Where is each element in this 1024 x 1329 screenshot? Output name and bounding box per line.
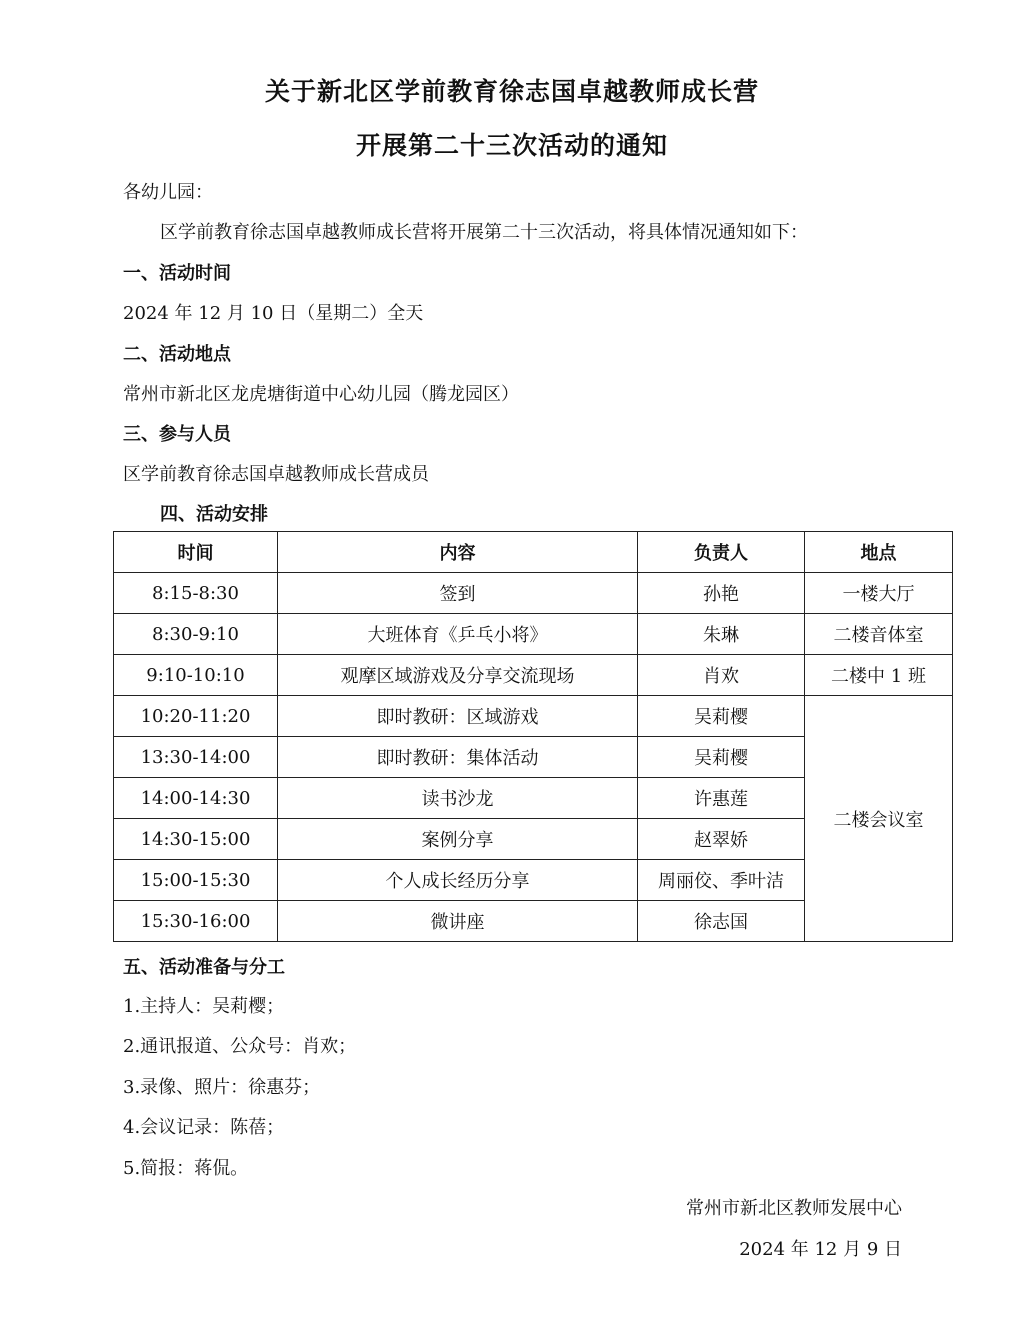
cell-place: 二楼音体室 bbox=[805, 614, 953, 655]
section-place-heading: 二、活动地点 bbox=[123, 344, 231, 365]
cell-time: 13:30-14:00 bbox=[114, 737, 278, 778]
cell-content: 个人成长经历分享 bbox=[278, 860, 638, 901]
header-place: 地点 bbox=[805, 532, 953, 573]
cell-person: 赵翠娇 bbox=[638, 819, 805, 860]
header-person: 负责人 bbox=[638, 532, 805, 573]
cell-person: 徐志国 bbox=[638, 901, 805, 942]
cell-content: 观摩区域游戏及分享交流现场 bbox=[278, 655, 638, 696]
signature-date: 2024 年 12 月 9 日 bbox=[739, 1239, 902, 1260]
table-row bbox=[114, 573, 953, 614]
prep-item: 1.主持人：吴莉樱； bbox=[123, 996, 285, 1017]
header-time: 时间 bbox=[114, 532, 278, 573]
cell-time: 8:30-9:10 bbox=[114, 614, 278, 655]
cell-content: 签到 bbox=[278, 573, 638, 614]
cell-place: 一楼大厅 bbox=[805, 573, 953, 614]
section-people-text: 区学前教育徐志国卓越教师成长营成员 bbox=[123, 464, 429, 485]
cell-content: 案例分享 bbox=[278, 819, 638, 860]
table-row bbox=[114, 655, 953, 696]
prep-item: 3.录像、照片：徐惠芬； bbox=[123, 1077, 321, 1098]
cell-time: 10:20-11:20 bbox=[114, 696, 278, 737]
section-prep-heading: 五、活动准备与分工 bbox=[123, 957, 285, 978]
cell-person: 许惠莲 bbox=[638, 778, 805, 819]
section-time-heading: 一、活动时间 bbox=[123, 263, 231, 284]
cell-content: 读书沙龙 bbox=[278, 778, 638, 819]
cell-time: 15:30-16:00 bbox=[114, 901, 278, 942]
section-place-text: 常州市新北区龙虎塘街道中心幼儿园（腾龙园区） bbox=[123, 384, 519, 405]
cell-person: 吴莉樱 bbox=[638, 737, 805, 778]
cell-time: 9:10-10:10 bbox=[114, 655, 278, 696]
cell-place-merged: 二楼会议室 bbox=[805, 696, 953, 942]
cell-time: 14:30-15:00 bbox=[114, 819, 278, 860]
cell-content: 大班体育《乒乓小将》 bbox=[278, 614, 638, 655]
cell-time: 8:15-8:30 bbox=[114, 573, 278, 614]
document-title-line-2: 开展第二十三次活动的通知 bbox=[355, 131, 668, 160]
cell-person: 朱琳 bbox=[638, 614, 805, 655]
section-schedule-heading: 四、活动安排 bbox=[160, 504, 268, 525]
table-header-row bbox=[114, 532, 953, 573]
cell-content: 即时教研：区域游戏 bbox=[278, 696, 638, 737]
document-title-line-1: 关于新北区学前教育徐志国卓越教师成长营 bbox=[264, 77, 759, 106]
cell-person: 吴莉樱 bbox=[638, 696, 805, 737]
schedule-table bbox=[113, 531, 953, 942]
cell-person: 周丽佼、季叶洁 bbox=[638, 860, 805, 901]
table-row bbox=[114, 614, 953, 655]
cell-person: 孙艳 bbox=[638, 573, 805, 614]
intro-paragraph: 区学前教育徐志国卓越教师成长营将开展第二十三次活动，将具体情况通知如下： bbox=[160, 222, 808, 243]
cell-time: 15:00-15:30 bbox=[114, 860, 278, 901]
prep-item: 5.简报：蒋侃。 bbox=[123, 1158, 249, 1179]
section-people-heading: 三、参与人员 bbox=[123, 424, 231, 445]
cell-place: 二楼中 1 班 bbox=[805, 655, 953, 696]
table-row bbox=[114, 696, 953, 737]
cell-content: 微讲座 bbox=[278, 901, 638, 942]
cell-person: 肖欢 bbox=[638, 655, 805, 696]
prep-item: 4.会议记录：陈蓓； bbox=[123, 1117, 285, 1138]
section-time-text: 2024 年 12 月 10 日（星期二）全天 bbox=[123, 303, 424, 324]
header-content: 内容 bbox=[278, 532, 638, 573]
cell-time: 14:00-14:30 bbox=[114, 778, 278, 819]
cell-content: 即时教研：集体活动 bbox=[278, 737, 638, 778]
signature-org: 常州市新北区教师发展中心 bbox=[686, 1198, 902, 1219]
greeting: 各幼儿园： bbox=[123, 182, 213, 203]
prep-item: 2.通讯报道、公众号：肖欢； bbox=[123, 1036, 357, 1057]
